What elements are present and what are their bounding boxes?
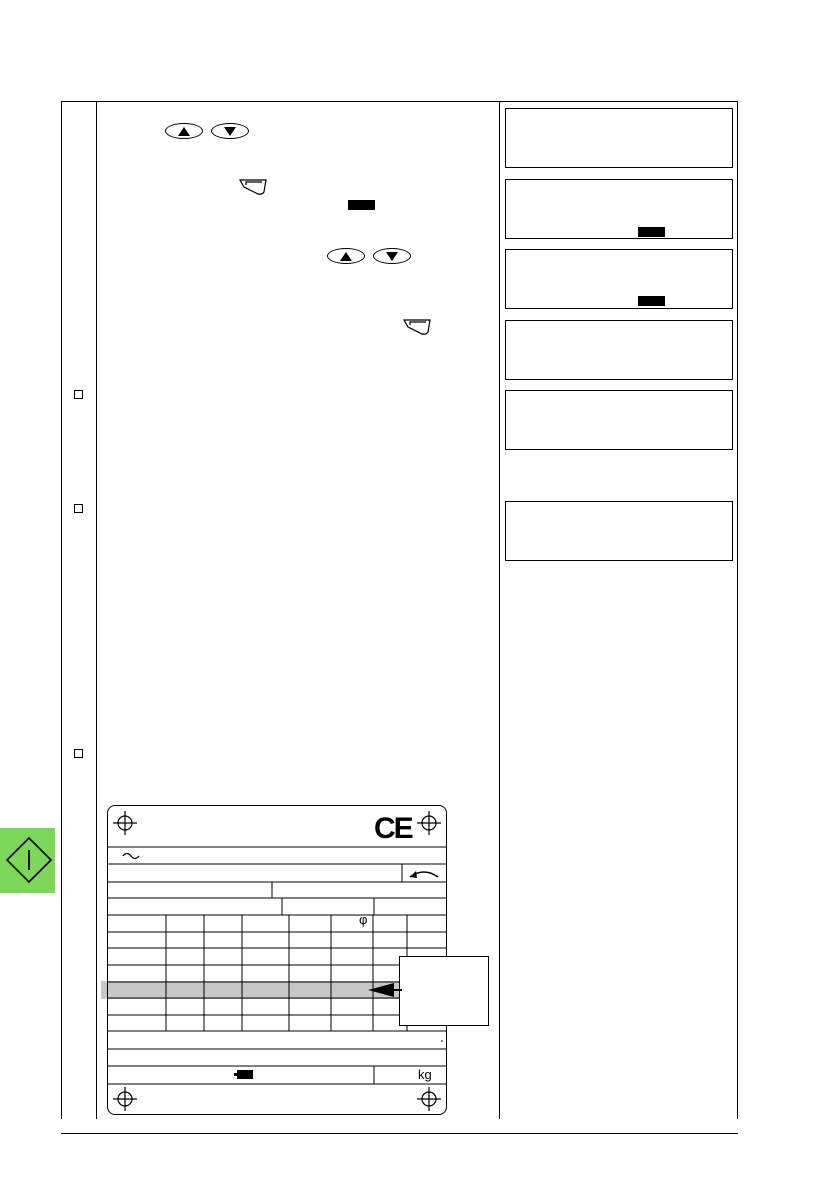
callout-box (399, 956, 489, 1026)
ac-symbol-icon (123, 854, 139, 859)
start-up-diamond-icon (0, 828, 55, 893)
section-tab (0, 828, 55, 893)
display-panel-1 (505, 108, 733, 168)
document-icon (237, 1070, 253, 1079)
display-panel-4 (505, 320, 733, 380)
footer-rule (61, 1133, 738, 1134)
display-panel-2 (505, 179, 733, 239)
phase-symbol: φ (359, 912, 368, 927)
enter-key-icon (238, 178, 268, 196)
weight-unit: kg (418, 1067, 432, 1082)
step-checkbox-1[interactable] (74, 390, 83, 399)
table-top-border (61, 101, 738, 102)
down-arrow-key-icon (373, 248, 411, 264)
highlighted-text-marker (348, 200, 375, 210)
up-arrow-key-icon (165, 123, 203, 139)
table-right-border (737, 101, 738, 1119)
down-arrow-key-icon (211, 123, 249, 139)
motor-nameplate (107, 805, 447, 1115)
display-panel-6 (505, 501, 733, 561)
display-panel-5 (505, 390, 733, 450)
table-left-border (61, 101, 62, 1119)
display-highlight-marker (638, 227, 665, 237)
step-checkbox-2[interactable] (74, 504, 83, 513)
display-panel-3 (505, 249, 733, 309)
step-checkbox-3[interactable] (74, 749, 83, 758)
pointer-arrow-icon (368, 980, 402, 1000)
table-column-divider-1 (96, 101, 97, 1119)
up-arrow-key-icon (327, 248, 365, 264)
ce-mark: CE (374, 812, 412, 845)
table-column-divider-2 (499, 101, 500, 1119)
display-highlight-marker (638, 296, 665, 306)
nameplate-grid (107, 805, 447, 1115)
enter-key-icon (402, 318, 432, 336)
